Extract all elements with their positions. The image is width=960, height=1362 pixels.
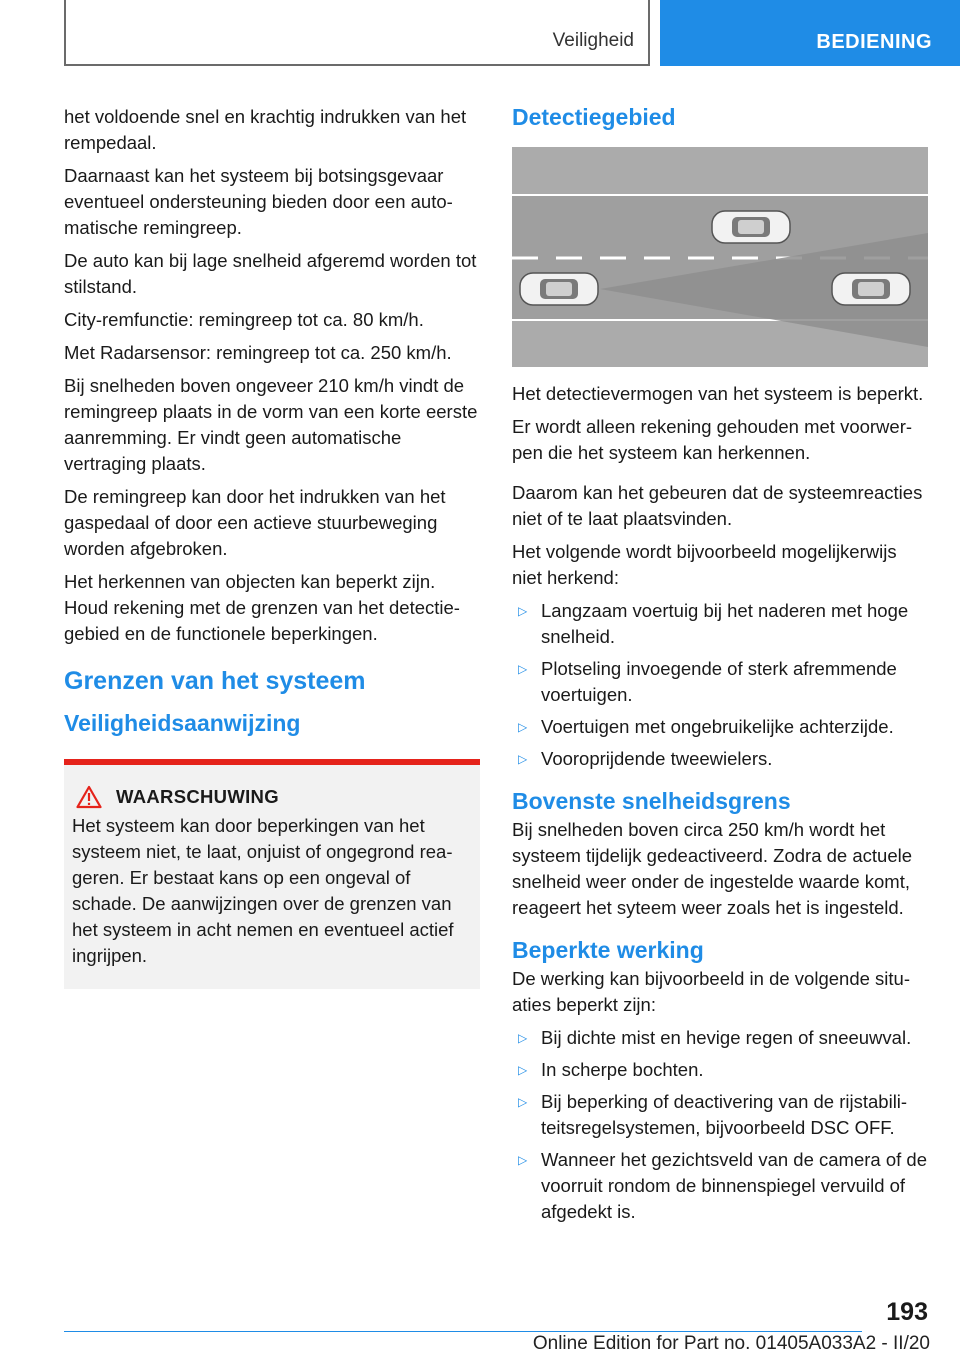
- triangle-bullet-icon: ▷: [518, 1153, 528, 1167]
- triangle-bullet-icon: ▷: [518, 720, 528, 734]
- list-item: ▷ Bij beperking of deactivering van de rijstabiliteitsregelsystemen, bijvoorbeeld DSC OFF.: [512, 1089, 928, 1141]
- list-item: ▷ Plotseling invoegende of sterk afremmende voertuigen.: [512, 656, 928, 708]
- list-item: ▷ In scherpe bochten.: [512, 1057, 928, 1083]
- detection-area-illustration: [512, 147, 928, 367]
- heading-limited-operation: Beperkte werking: [512, 937, 704, 963]
- warning-header: [76, 785, 472, 809]
- triangle-bullet-icon: ▷: [518, 1031, 528, 1045]
- warning-triangle-icon: [76, 785, 102, 809]
- list-item: ▷ Bij dichte mist en hevige regen of sneeuwval.: [512, 1025, 928, 1051]
- paragraph: City-remfunctie: remingreep tot ca. 80 km/h.: [64, 309, 424, 330]
- footer-divider: [64, 1331, 862, 1332]
- paragraph: Bij snelheden boven circa 250 km/h wordt het systeem tijdelijk gedeactiveerd. Zodra de actuele snelheid weer onder de ingestelde waarde komt, reageert het syteem weer zoals het is ingesteld.: [512, 819, 913, 918]
- heading-system-limits: Grenzen van het systeem: [64, 667, 366, 695]
- paragraph: De werking kan bijvoorbeeld in de volgende situaties beperkt zijn:: [512, 968, 910, 1015]
- header-section-box: [64, 0, 650, 66]
- footer-edition-text: Online Edition for Part no. 01405A033A2 - II/20: [532, 1333, 930, 1354]
- paragraph: Daarnaast kan het systeem bij botsingsgevaar eventueel ondersteuning bieden door een automatische remingreep.: [64, 165, 453, 238]
- triangle-bullet-icon: ▷: [518, 752, 528, 766]
- heading-upper-speed-limit: Bovenste snelheidsgrens: [512, 788, 791, 814]
- list-item: ▷ Vooroprijdende tweewielers.: [512, 746, 928, 772]
- triangle-bullet-icon: ▷: [518, 604, 528, 618]
- page-number: 193: [886, 1298, 928, 1326]
- paragraph: De auto kan bij lage snelheid afgeremd worden tot stilstand.: [64, 250, 477, 297]
- warning-title: WAARSCHUWING: [116, 786, 279, 807]
- paragraph: Bij snelheden boven ongeveer 210 km/h vindt de remingreep plaats in de vorm van een korte eerste aanremming. Er vindt geen automatische vertraging plaats.: [64, 375, 478, 474]
- car-icon: [832, 273, 910, 305]
- left-column: [64, 104, 480, 989]
- paragraph: het voldoende snel en krachtig indrukken van het rempedaal.: [64, 106, 467, 153]
- header-chapter-tab: [660, 0, 960, 66]
- paragraph: Het volgende wordt bijvoorbeeld mogelijkerwijs niet herkend:: [512, 541, 897, 588]
- undetected-list: [512, 598, 928, 772]
- paragraph: Het detectievermogen van het systeem is beperkt.: [512, 383, 924, 404]
- paragraph: De remingreep kan door het indrukken van het gaspedaal of door een actieve stuurbeweging worden afgebroken.: [64, 486, 446, 559]
- heading-safety-note: Veiligheidsaanwijzing: [64, 710, 301, 736]
- triangle-bullet-icon: ▷: [518, 1095, 528, 1109]
- list-item: ▷ Langzaam voertuig bij het naderen met hoge snelheid.: [512, 598, 928, 650]
- list-item: ▷ Voertuigen met ongebruikelijke achterzijde.: [512, 714, 928, 740]
- triangle-bullet-icon: ▷: [518, 1063, 528, 1077]
- warning-box: [64, 759, 480, 989]
- right-column: [512, 104, 928, 1231]
- header-section-title: Veiligheid: [552, 30, 634, 51]
- car-icon: [712, 211, 790, 243]
- triangle-bullet-icon: ▷: [518, 662, 528, 676]
- paragraph: Er wordt alleen rekening gehouden met voorwerpen die het systeem kan herkennen.: [512, 416, 913, 463]
- paragraph: Het herkennen van objecten kan beperkt zijn. Houd rekening met de grenzen van het detectiegebied en de functionele beperkingen.: [64, 571, 460, 644]
- heading-detection-area: Detectiegebied: [512, 104, 676, 130]
- paragraph: Daarom kan het gebeuren dat de systeemreacties niet of te laat plaatsvinden.: [512, 482, 923, 529]
- list-item: ▷ Wanneer het gezichtsveld van de camera of de voorruit rondom de binnenspiegel vervuild of afgedekt is.: [512, 1147, 928, 1225]
- warning-text: Het systeem kan door beperkingen van het systeem niet, te laat, onjuist of ongegrond reageren. Er bestaat kans op een ongeval of schade. De aanwijzingen over de grenzen van het systeem in acht nemen en eventueel actief ingrijpen.: [72, 815, 454, 966]
- limited-operation-list: [512, 1025, 928, 1225]
- header-chapter-title: BEDIENING: [816, 31, 932, 53]
- car-icon: [520, 273, 598, 305]
- paragraph: Met Radarsensor: remingreep tot ca. 250 km/h.: [64, 342, 452, 363]
